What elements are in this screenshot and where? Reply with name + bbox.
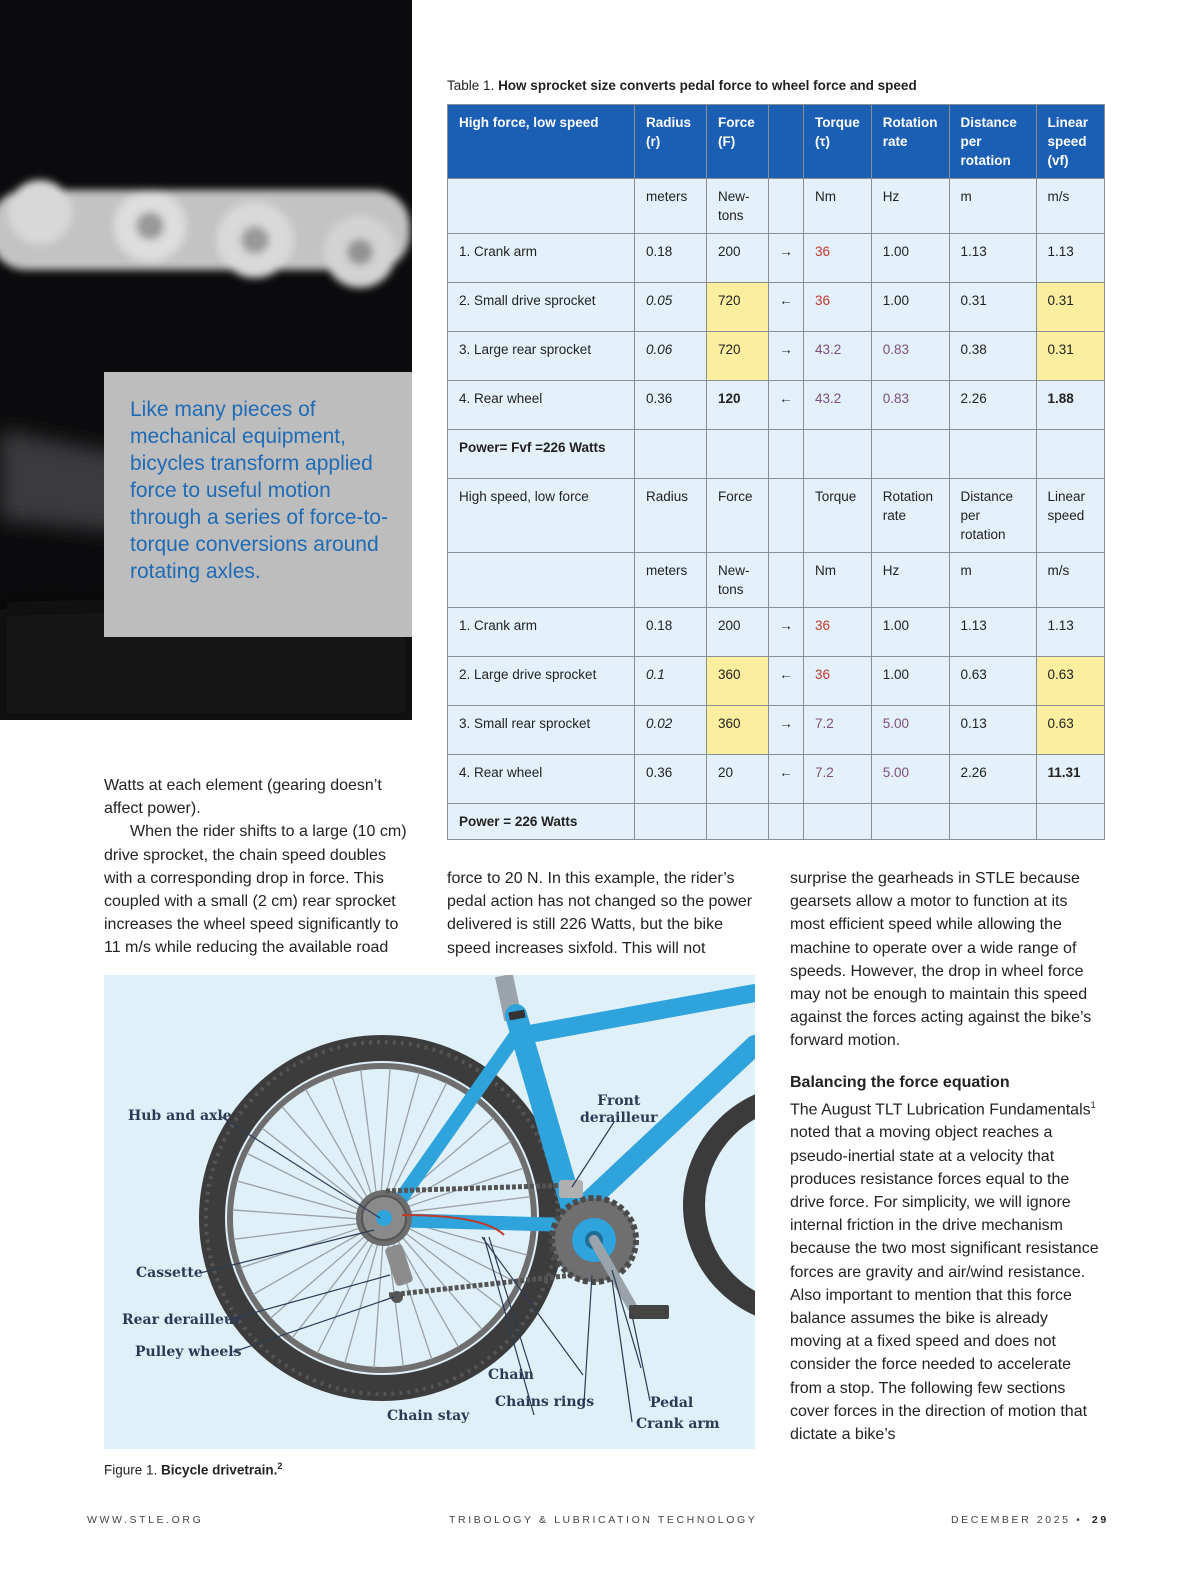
spoke <box>389 1225 458 1347</box>
sprocket-table <box>447 104 1105 840</box>
paragraph: force to 20 N. In this example, the rider’s pedal action has not changed so the power delivered is still 226 Watts, but the bike speed increases sixfold. This will not <box>447 870 753 957</box>
table-row: 1. Crank arm 0.18 200 → 36 1.00 1.13 1.13 <box>448 608 1105 657</box>
header-distance: Distance per rotation <box>949 105 1036 179</box>
paragraph: When the rider shifts to a large (10 cm) drive sprocket, the chain speed doubles with a corresponding drop in force. This coupled with a small (2 cm) rear sprocket increases the wheel speed significantly to 11 m/s while reducing the available road <box>104 823 407 957</box>
page-number: 29 <box>1091 1514 1109 1526</box>
header-rotation: Rotation rate <box>871 105 949 179</box>
label-rear-derailleur: Rear derailleur <box>122 1312 242 1328</box>
table-row: 3. Large rear sprocket 0.06 720 → 43.2 0.83 0.38 0.31 <box>448 332 1105 381</box>
table-row: 1. Crank arm 0.18 200 → 36 1.00 1.13 1.13 <box>448 234 1105 283</box>
spoke <box>232 1210 372 1220</box>
pull-quote-box <box>104 372 412 637</box>
spoke <box>262 1128 373 1214</box>
spoke <box>247 1153 372 1216</box>
paragraph: surprise the gearheads in STLE because gearsets allow a motor to function at its most efficient speed while allowing the machine to operate over a wide range of speeds. However, the drop in wheel force may not be enough to maintain this speed against the forces acting against the bike’s forward motion. <box>790 870 1092 1050</box>
spoke <box>380 1068 390 1208</box>
arrow-right-icon: → <box>769 706 804 755</box>
paragraph: The August TLT Lubrication Fundamentals$^1$ noted that a moving object reaches a pseudo-inertial state at a velocity that produces resistance forces equal to the drive force. For simplicity, we will ignore internal friction in the drive mechanism because the two most significant resistance forces are gravity and air/wind resistance. Also important to mention that this force balance assumes the bike is already moving at a fixed speed and does not consider the force needed to accelerate from a stop. The following few sections cover forces in the direction of motion that dictate a bike’s <box>790 1099 1099 1443</box>
header-torque: Torque (τ) <box>804 105 872 179</box>
pull-quote: Like many pieces of mechanical equipment, bicycles transform applied force to useful motion through a series of force-to-torque conversions around rotating axles. <box>130 398 388 583</box>
column-1 <box>104 774 416 960</box>
table-row: 2. Small drive sprocket 0.05 720 ← 36 1.00 0.31 0.31 <box>448 283 1105 332</box>
table-row: 4. Rear wheel 0.36 20 ← 7.2 5.00 2.26 11.31 <box>448 755 1105 804</box>
footer-website: WWW.STLE.ORG <box>87 1514 204 1526</box>
column-2 <box>447 867 759 960</box>
header-linear: Linear speed (vf) <box>1036 105 1104 179</box>
figure-caption: Figure 1. Bicycle drivetrain.$^2$ <box>104 1461 283 1478</box>
arrow-right-icon: → <box>769 234 804 283</box>
paragraph: Watts at each element (gearing doesn’t affect power). <box>104 777 382 818</box>
header-label: High force, low speed <box>448 105 635 179</box>
label-crank-arm: Crank arm <box>636 1416 720 1432</box>
header-arrow <box>769 105 804 179</box>
label-hub: Hub and axle <box>128 1108 232 1124</box>
spoke <box>317 1228 380 1353</box>
section-heading: Balancing the force equation <box>790 1073 1010 1091</box>
label-front-derailleur: Front derailleur <box>580 1093 658 1126</box>
table-caption: Table 1. How sprocket size converts pedal force to wheel force and speed <box>447 78 917 93</box>
spoke <box>374 1228 384 1368</box>
power-row: Power= Fvf =226 Watts <box>448 430 1105 479</box>
table-header-row <box>448 105 1105 179</box>
arrow-left-icon: ← <box>769 381 804 430</box>
arrow-right-icon: → <box>769 608 804 657</box>
units-row: meters New-tons Nm Hz m m/s <box>448 553 1105 608</box>
column-3 <box>790 867 1102 1446</box>
label-cassette: Cassette <box>136 1265 203 1281</box>
label-chain-stay: Chain stay <box>387 1408 470 1424</box>
power-row: Power = 226 Watts <box>448 804 1105 840</box>
table-row: 2. Large drive sprocket 0.1 360 ← 36 1.00 0.63 0.63 <box>448 657 1105 706</box>
arrow-right-icon: → <box>769 332 804 381</box>
footer-publication: TRIBOLOGY & LUBRICATION TECHNOLOGY <box>449 1514 758 1526</box>
table-row: 3. Small rear sprocket 0.02 360 → 7.2 5.00 0.13 0.63 <box>448 706 1105 755</box>
header-radius: Radius (r) <box>635 105 707 179</box>
label-chainrings: Chains rings <box>495 1394 595 1410</box>
label-pedal: Pedal <box>650 1395 694 1411</box>
arrow-left-icon: ← <box>769 755 804 804</box>
units-row: meters New-tons Nm Hz m m/s <box>448 179 1105 234</box>
header-force: Force (F) <box>707 105 769 179</box>
spoke <box>292 1227 378 1338</box>
arrow-left-icon: ← <box>769 283 804 332</box>
label-chain: Chain <box>488 1367 534 1383</box>
arrow-left-icon: ← <box>769 657 804 706</box>
label-pulley-wheels: Pulley wheels <box>135 1344 242 1360</box>
drivetrain-figure <box>104 975 755 1449</box>
subheader-row: High speed, low force Radius Force Torque Rotation rate Distance per rotation Linear speed <box>448 479 1105 553</box>
table-row: 4. Rear wheel 0.36 120 ← 43.2 0.83 2.26 1.88 <box>448 381 1105 430</box>
footer-date: DECEMBER 2025 • 29 <box>951 1514 1109 1526</box>
